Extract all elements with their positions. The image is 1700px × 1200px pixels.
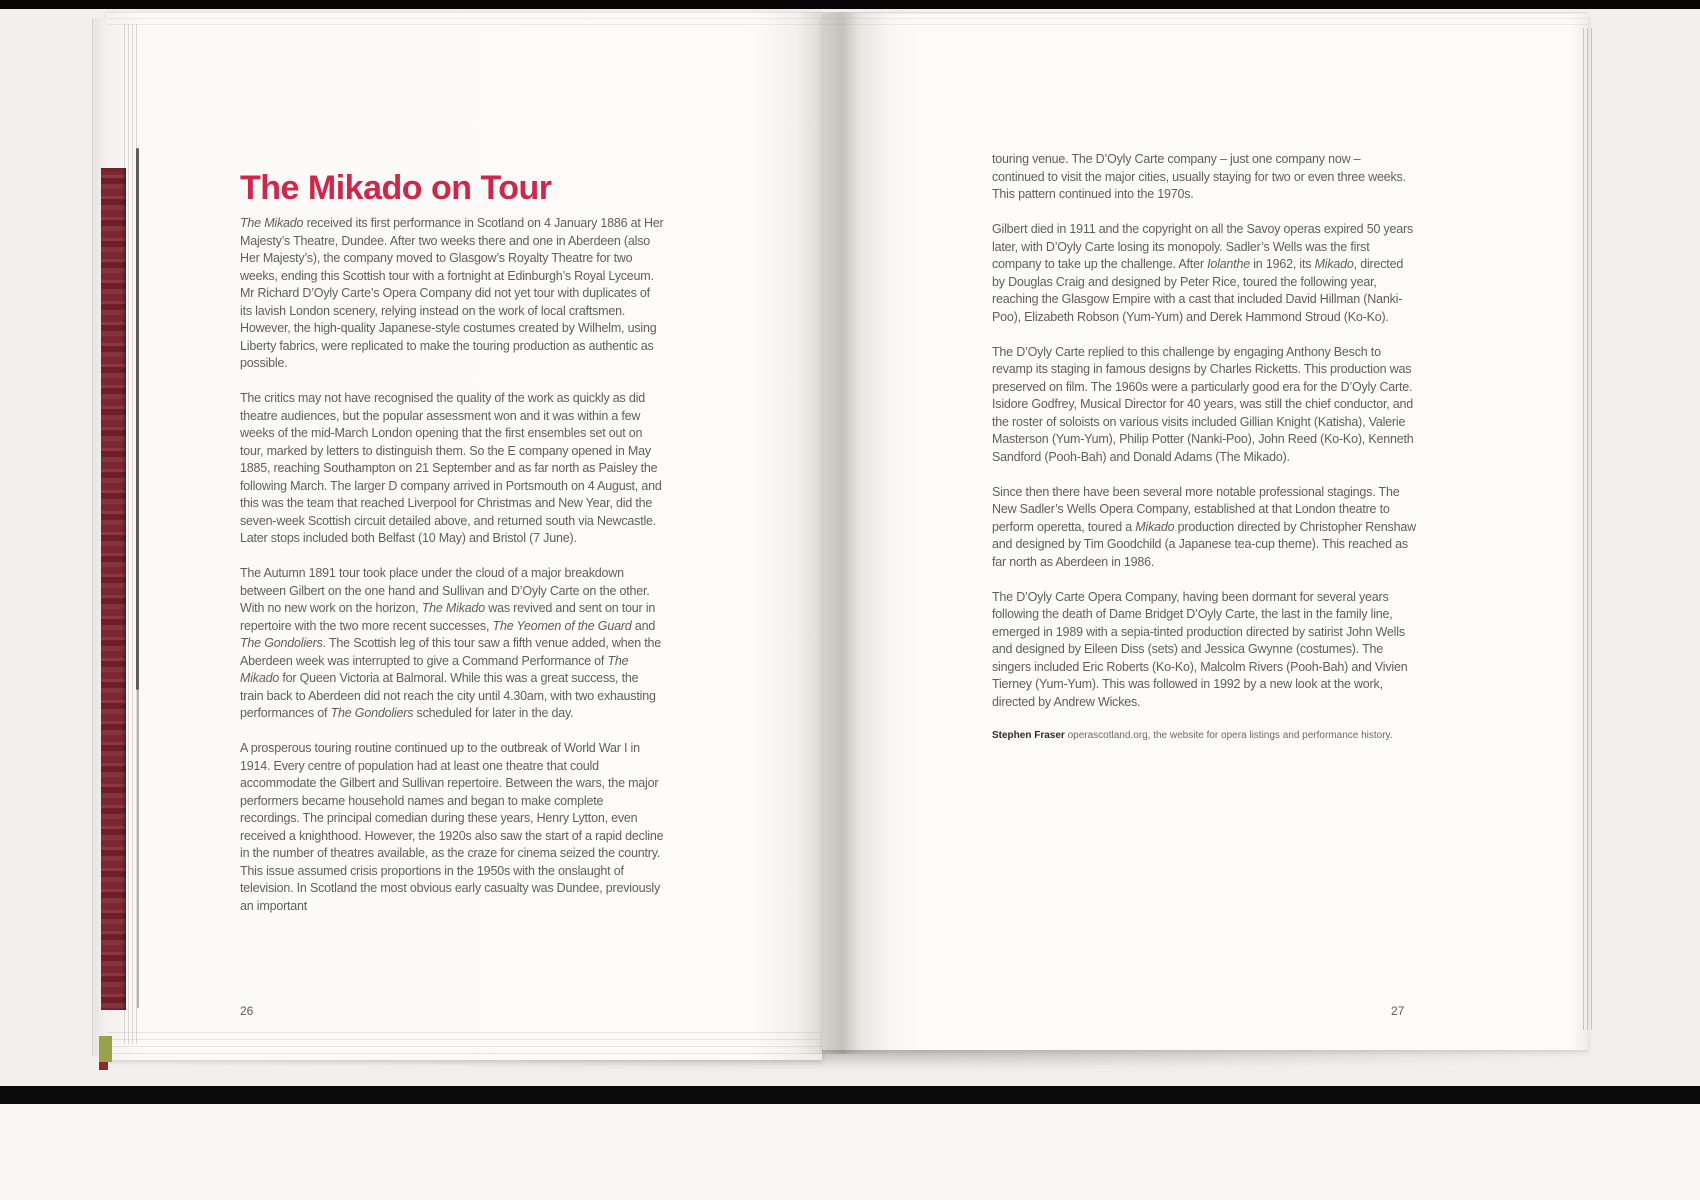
paragraph: touring venue. The D’Oyly Carte company – just one company now – continued to visit the major cities, usually staying for two or even three weeks. This pattern continued into the 1970s. [992,152,1406,201]
page-bottom-edges [106,1032,822,1058]
byline [992,729,1416,742]
paragraph: The critics may not have recognised the quality of the work as quickly as did theatre audiences, but the popular assessment won and it was within a few weeks of the mid-March London opening that the first ensembles set out on tour, marked by letters to distinguish them. So the E company opened in May 1885, reaching Southampton on 21 September and as far north as Paisley the following March. The larger D company arrived in Portsmouth on 4 August, and this was the team that reached Liverpool for Christmas and New Year, did the seven-week Scottish circuit detailed above, and returned south via Newcastle. Later stops included both Belfast (10 May) and Bristol (7 June). [240,391,662,545]
red-page-edge [101,168,126,1010]
paragraph: The Autumn 1891 tour took place under the cloud of a major breakdown between Gilbert on the one hand and Sullivan and D’Oyly Carte on the other. With no new work on the horizon, The Mikado was revived and sent on tour in repertoire with the two more recent successes, The Yeomen of the Guard and The Gondoliers. The Scottish leg of this tour saw a fifth venue added, when the Aberdeen week was interrupted to give a Command Performance of The Mikado for Queen Victoria at Balmoral. While this was a great success, the train back to Aberdeen did not reach the city until 4.30am, with two exhausting performances of The Gondoliers scheduled for later in the day. [240,566,662,720]
left-text-column [240,215,664,933]
paragraph: The Mikado received its first performance in Scotland on 4 January 1886 at Her Majesty’s Theatre, Dundee. After two weeks there and one in Aberdeen (also Her Majesty’s), the company moved to Glasgow’s Royalty Theatre for two weeks, ending this Scottish tour with a fortnight at Edinburgh’s Royal Lyceum. Mr Richard D’Oyly Carte’s Opera Company did not yet tour with duplicates of its lavish London scenery, relying instead on the work of local craftsmen. However, the high-quality Japanese-style costumes created by Wilhelm, using Liberty fabrics, were replicated to make the touring production as authentic as possible. [240,216,664,370]
paragraph: Gilbert died in 1911 and the copyright on all the Savoy operas expired 50 years later, with D’Oyly Carte losing its monopoly. Sadler’s Wells was the first company to take up the challenge. After Iolanthe in 1962, its Mikado, directed by Douglas Craig and designed by Peter Rice, toured the following year, reaching the Glasgow Empire with a cast that included David Hillman (Nanki-Poo), Elizabeth Robson (Yum-Yum) and Derek Hammond Stroud (Ko-Ko). [992,222,1414,324]
right-paragraphs [992,151,1416,711]
green-page-edge [99,1036,112,1062]
dark-page-edge-line [136,148,139,690]
page-number-right: 27 [1391,1004,1405,1018]
article-title: The Mikado on Tour [240,168,552,207]
scan-bottom-bar [0,1086,1700,1104]
paragraph: The D’Oyly Carte replied to this challenge by engaging Anthony Besch to revamp its staging in famous designs by Charles Ricketts. This production was preserved on film. The 1960s were a particularly good era for the D’Oyly Carte. Isidore Godfrey, Musical Director for 40 years, was still the chief conductor, and the roster of soloists on various visits included Gillian Knight (Katisha), Valerie Masterson (Yum-Yum), Philip Potter (Nanki-Poo), John Reed (Ko-Ko), Kenneth Sandford (Pooh-Bah) and Donald Adams (The Mikado). [992,344,1414,464]
page-number-left: 26 [240,1004,254,1018]
byline-author: Stephen Fraser [992,729,1065,741]
byline-text: operascotland.org, the website for opera listings and performance history. [1064,729,1393,741]
scan-top-bar [0,0,1700,9]
red-page-edge-tip [99,1062,108,1070]
paragraph: The D’Oyly Carte Opera Company, having been dormant for several years following the death of Dame Bridget D’Oyly Carte, the last in the family line, emerged in 1989 with a sepia-tinted production directed by satirist John Wells and designed by Eileen Diss (sets) and Jessica Gwynne (costumes). The singers included Eric Roberts (Ko-Ko), Malcolm Rivers (Pooh-Bah) and Vivien Tierney (Yum-Yum). This was followed in 1992 by a new look at the work, directed by Andrew Wickes. [992,589,1408,709]
right-text-column [992,151,1416,759]
paragraph: Since then there have been several more notable professional stagings. The New Sadler’s Wells Opera Company, established at that London theatre to perform operetta, toured a Mikado production directed by Christopher Renshaw and designed by Tim Goodchild (a Japanese tea-cup theme). This reached as far north as Aberdeen in 1986. [992,484,1416,569]
right-page-edges [1583,28,1592,1030]
paragraph: A prosperous touring routine continued up to the outbreak of World War I in 1914. Every centre of population had at least one theatre that could accommodate the Gilbert and Sullivan repertoire. Between the wars, the major performers became household names and began to make complete recordings. The principal comedian during these years, Henry Lytton, even received a knighthood. However, the 1920s also saw the start of a rapid decline in the number of theatres available, as the craze for cinema seized the country. This issue assumed crisis proportions in the 1950s with the onslaught of television. In Scotland the most obvious early casualty was Dundee, previously an important [240,741,664,913]
page-top-edges [106,12,1588,30]
light-page-edge-line [137,690,139,1008]
scan-lower-margin [0,1104,1700,1200]
